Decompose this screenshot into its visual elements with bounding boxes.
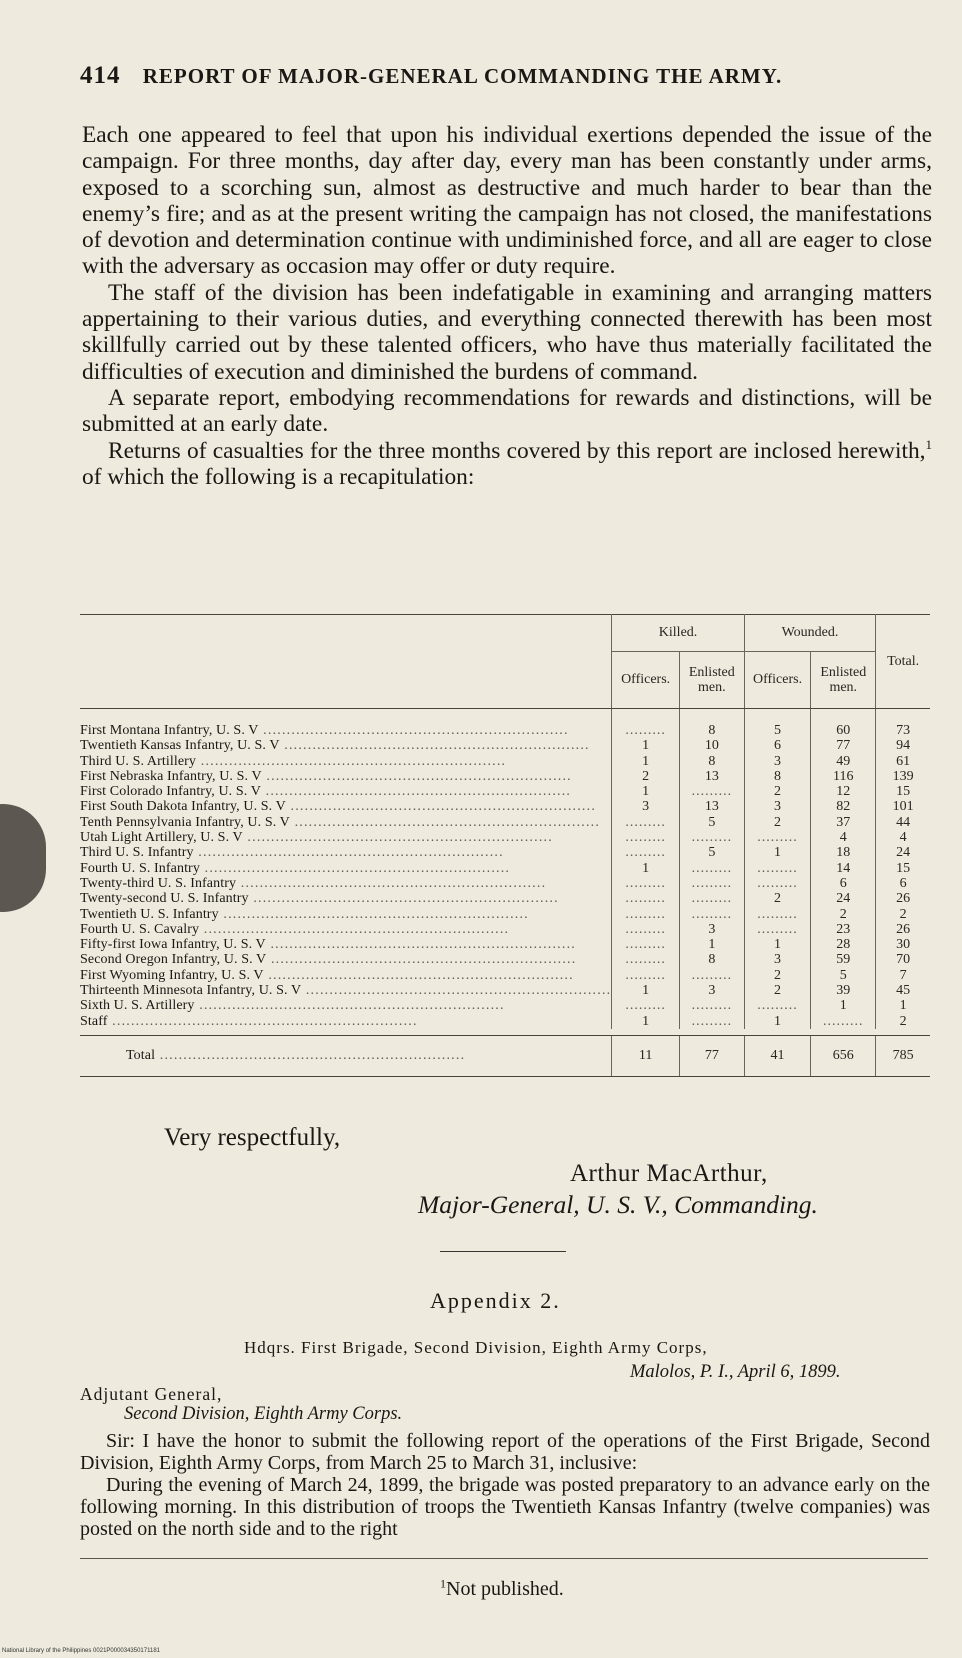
- unit-name-cell: [80, 891, 612, 906]
- killed-enlisted-cell: 5: [679, 845, 744, 860]
- killed-officers-cell: [612, 891, 680, 906]
- wounded-enlisted-cell: 5: [811, 968, 876, 983]
- casualty-rows: [80, 709, 930, 1077]
- wounded-officers-cell: 3: [744, 754, 811, 769]
- wounded-officers-cell: [744, 861, 811, 876]
- total-cell: 139: [876, 769, 930, 784]
- unit-name: Utah Light Artillery, U. S. V: [80, 830, 243, 846]
- paragraph-returns: [82, 438, 932, 491]
- killed-officers-cell: 1: [612, 784, 680, 799]
- unit-name: Tenth Pennsylvania Infantry, U. S. V: [80, 814, 290, 830]
- leader-dots: .................................................................: [289, 814, 601, 830]
- wounded-enlisted-cell: 116: [811, 769, 876, 784]
- wounded-enlisted-cell: 6: [811, 876, 876, 891]
- empty-cell-dots: .........: [625, 845, 666, 861]
- leader-dots: .................................................................: [248, 891, 559, 907]
- unit-name: Thirteenth Minnesota Infantry, U. S. V: [80, 983, 302, 999]
- killed-enlisted-cell: 1: [679, 937, 744, 952]
- killed-enlisted-cell: 10: [679, 738, 744, 753]
- wounded-enlisted-cell: 4: [811, 830, 876, 845]
- footnote-text: Not published.: [446, 1578, 564, 1600]
- table-row: [80, 968, 930, 983]
- place-date: Malolos, P. I., April 6, 1899.: [630, 1362, 841, 1382]
- headquarters-line: Hdqrs. First Brigade, Second Division, Eighth Army Corps,: [244, 1338, 708, 1357]
- total-cell: 15: [876, 861, 930, 876]
- total-cell: 44: [876, 815, 930, 830]
- empty-cell-dots: .........: [625, 875, 666, 891]
- leader-dots: .................................................................: [199, 860, 511, 876]
- wounded-officers-cell: 41: [744, 1035, 811, 1076]
- table-row: [80, 799, 930, 814]
- table-row: [80, 891, 930, 906]
- paragraph-1: Each one appeared to feel that upon his individual exertions depended the issue of the campaign. For three months, day after day, every man has been constantly under arms, exposed to a scorching sun, almost as destructive and much harder to bear than the enemy’s fire; and as at the present writing the campaign has not closed, the manifestations of devotion and determination continue with undiminished force, and all are eager to close with the adversary as occasion may offer or duty require.: [82, 122, 932, 280]
- table-total-row: [80, 1035, 930, 1076]
- leader-dots: .................................................................: [263, 967, 574, 983]
- killed-enlisted-cell: [679, 861, 744, 876]
- leader-dots: .................................................................: [266, 952, 577, 968]
- signer-title: Major-General, U. S. V., Commanding.: [418, 1190, 818, 1219]
- unit-name: First Montana Infantry, U. S. V: [80, 723, 259, 738]
- killed-officers-cell: [612, 709, 680, 739]
- wounded-officers-cell: 3: [744, 952, 811, 967]
- unit-name-cell: [80, 907, 612, 922]
- killed-officers-cell: 1: [612, 861, 680, 876]
- unit-name-cell: [80, 983, 612, 998]
- leader-dots: .................................................................: [196, 753, 507, 769]
- killed-enlisted-cell: [679, 784, 744, 799]
- unit-name: First Nebraska Infantry, U. S. V: [80, 768, 262, 784]
- wounded-enlisted-cell: 28: [811, 937, 876, 952]
- unit-name: Second Oregon Infantry, U. S. V: [80, 952, 267, 968]
- total-cell: 4: [876, 830, 930, 845]
- wounded-officers-cell: 1: [744, 1014, 811, 1029]
- empty-cell-dots: .........: [625, 921, 666, 937]
- total-cell: 45: [876, 983, 930, 998]
- empty-cell-dots: .........: [691, 860, 733, 876]
- empty-cell-dots: .........: [625, 891, 666, 907]
- killed-officers-cell: [612, 845, 680, 860]
- wounded-enlisted-cell: 60: [811, 709, 876, 739]
- running-header: [80, 62, 870, 90]
- total-cell: 2: [876, 907, 930, 922]
- killed-enlisted-cell: 3: [679, 922, 744, 937]
- unit-name-cell: [80, 784, 612, 799]
- unit-name-cell: [80, 952, 612, 967]
- empty-cell-dots: .........: [691, 998, 733, 1014]
- total-cell: 61: [876, 754, 930, 769]
- total-cell: 26: [876, 891, 930, 906]
- killed-officers-cell: [612, 937, 680, 952]
- wounded-officers-cell: 2: [744, 784, 811, 799]
- wounded-officers-cell: [744, 830, 811, 845]
- table-row: [80, 1014, 930, 1029]
- leader-dots: .................................................................: [242, 830, 553, 846]
- killed-enlisted-cell: 8: [679, 754, 744, 769]
- leader-dots: .................................................................: [236, 875, 547, 891]
- section-divider: [440, 1251, 566, 1252]
- wounded-officers-cell: 2: [744, 983, 811, 998]
- killed-officers-cell: [612, 876, 680, 891]
- killed-enlisted-cell: [679, 1014, 744, 1029]
- total-cell: 94: [876, 738, 930, 753]
- wounded-officers-cell: 1: [744, 845, 811, 860]
- killed-enlisted-cell: 8: [679, 709, 744, 739]
- unit-name: Twenty-second U. S. Infantry: [80, 891, 249, 907]
- report-body: [82, 122, 932, 490]
- killed-enlisted-cell: [679, 830, 744, 845]
- unit-name: Fourth U. S. Infantry: [80, 860, 200, 876]
- unit-name: Twentieth Kansas Infantry, U. S. V: [80, 738, 280, 754]
- wounded-officers-cell: 6: [744, 738, 811, 753]
- wounded-enlisted-cell: 37: [811, 815, 876, 830]
- killed-enlisted-cell: 3: [679, 983, 744, 998]
- empty-cell-dots: .........: [625, 814, 666, 830]
- killed-group-header: Killed.: [612, 615, 744, 652]
- leader-dots: .................................................................: [194, 998, 505, 1014]
- total-cell: 15: [876, 784, 930, 799]
- unit-name: Twenty-third U. S. Infantry: [80, 875, 237, 891]
- killed-officers-header: Officers.: [612, 652, 680, 709]
- unit-name-cell: [80, 1014, 612, 1029]
- table-row: [80, 998, 930, 1013]
- unit-name-cell: [80, 922, 612, 937]
- empty-cell-dots: .........: [823, 1013, 864, 1029]
- empty-cell-dots: .........: [691, 1013, 733, 1029]
- killed-officers-cell: [612, 968, 680, 983]
- leader-dots: .................................................................: [279, 738, 590, 754]
- empty-cell-dots: .........: [691, 830, 733, 846]
- wounded-officers-header: Officers.: [744, 652, 811, 709]
- killed-enlisted-cell: [679, 968, 744, 983]
- total-cell: 101: [876, 799, 930, 814]
- total-cell: 2: [876, 1014, 930, 1029]
- empty-cell-dots: .........: [625, 937, 666, 953]
- leader-dots: .................................................................: [199, 921, 510, 937]
- killed-officers-cell: 1: [612, 738, 680, 753]
- killed-officers-cell: 3: [612, 799, 680, 814]
- total-cell: 24: [876, 845, 930, 860]
- killed-enlisted-cell: 8: [679, 952, 744, 967]
- empty-cell-dots: .........: [625, 998, 666, 1014]
- total-cell: 70: [876, 952, 930, 967]
- unit-name: Staff: [80, 1013, 108, 1029]
- empty-cell-dots: .........: [757, 830, 798, 846]
- wounded-officers-cell: [744, 922, 811, 937]
- signer-name: Arthur MacArthur,: [570, 1160, 768, 1187]
- casualty-table: [80, 614, 930, 1077]
- leader-dots: .................................................................: [155, 1048, 466, 1064]
- empty-cell-dots: .........: [625, 952, 666, 968]
- killed-enlisted-header: Enlisted men.: [679, 652, 744, 709]
- unit-name-cell: [80, 876, 612, 891]
- table-row: [80, 769, 930, 784]
- unit-name-cell: [80, 1035, 612, 1076]
- empty-cell-dots: .........: [691, 784, 733, 800]
- killed-officers-cell: [612, 952, 680, 967]
- total-cell: 1: [876, 998, 930, 1013]
- footnote-rule: [80, 1558, 928, 1559]
- unit-name: Fourth U. S. Cavalry: [80, 921, 200, 937]
- empty-cell-dots: .........: [757, 875, 798, 891]
- total-column-header: Total.: [876, 615, 930, 709]
- wounded-officers-cell: 8: [744, 769, 811, 784]
- leader-dots: .................................................................: [107, 1013, 418, 1029]
- empty-cell-dots: .........: [757, 906, 798, 922]
- wounded-enlisted-cell: 24: [811, 891, 876, 906]
- killed-officers-cell: [612, 998, 680, 1013]
- leader-dots: .................................................................: [193, 845, 504, 861]
- empty-cell-dots: .........: [757, 860, 798, 876]
- returns-text-after: of which the following is a recapitulation:: [82, 463, 475, 490]
- wounded-officers-cell: [744, 907, 811, 922]
- wounded-officers-cell: 2: [744, 968, 811, 983]
- wounded-enlisted-cell: 49: [811, 754, 876, 769]
- footnote: [440, 1578, 564, 1601]
- unit-name-cell: [80, 754, 612, 769]
- unit-name: Third U. S. Artillery: [80, 753, 197, 769]
- unit-name: First Wyoming Infantry, U. S. V: [80, 967, 264, 983]
- table-row: [80, 709, 930, 739]
- unit-name-cell: [80, 830, 612, 845]
- killed-enlisted-cell: 5: [679, 815, 744, 830]
- closing-salutation: Very respectfully,: [164, 1124, 341, 1151]
- unit-name-cell: [80, 861, 612, 876]
- returns-text-before: Returns of casualties for the three months covered by this report are inclosed herewith,: [108, 437, 926, 464]
- killed-officers-cell: 11: [612, 1035, 680, 1076]
- killed-officers-cell: [612, 815, 680, 830]
- wounded-enlisted-cell: 1: [811, 998, 876, 1013]
- total-cell: 785: [876, 1035, 930, 1076]
- addressee-unit: Second Division, Eighth Army Corps.: [124, 1404, 403, 1424]
- leader-dots: .................................................................: [218, 906, 529, 922]
- wounded-enlisted-cell: 12: [811, 784, 876, 799]
- footnote-mark: 1: [440, 1576, 446, 1591]
- killed-enlisted-cell: [679, 998, 744, 1013]
- table-row: [80, 952, 930, 967]
- empty-cell-dots: .........: [625, 967, 666, 983]
- letter-paragraph-1: Sir: I have the honor to submit the following report of the operations of the First Brigade, Second Division, Eighth Army Corps, from March 25 to March 31, inclusive:: [80, 1430, 930, 1474]
- unit-name-cell: [80, 968, 612, 983]
- wounded-enlisted-cell: 77: [811, 738, 876, 753]
- killed-officers-cell: [612, 922, 680, 937]
- empty-cell-dots: .........: [691, 906, 733, 922]
- table-row: [80, 876, 930, 891]
- letter-body: [80, 1430, 930, 1540]
- total-cell: 7: [876, 968, 930, 983]
- leader-dots: .................................................................: [261, 768, 572, 784]
- wounded-enlisted-cell: 82: [811, 799, 876, 814]
- killed-officers-cell: [612, 830, 680, 845]
- addressee-title: Adjutant General,: [80, 1384, 223, 1404]
- unit-name-cell: [80, 799, 612, 814]
- wounded-officers-cell: [744, 876, 811, 891]
- table-row: [80, 738, 930, 753]
- unit-name-cell: [80, 709, 612, 739]
- paragraph-3: A separate report, embodying recommendations for rewards and distinctions, will be submitted at an early date.: [82, 384, 932, 438]
- table-unit-header: [80, 615, 612, 709]
- killed-officers-cell: 2: [612, 769, 680, 784]
- table-row: [80, 983, 930, 998]
- killed-enlisted-cell: [679, 907, 744, 922]
- table-row: [80, 922, 930, 937]
- appendix-heading: Appendix 2.: [430, 1288, 561, 1313]
- empty-cell-dots: .........: [625, 906, 666, 922]
- wounded-enlisted-cell: 656: [811, 1035, 876, 1076]
- table-row: [80, 815, 930, 830]
- unit-name-cell: [80, 769, 612, 784]
- empty-cell-dots: .........: [757, 998, 798, 1014]
- table-row: [80, 845, 930, 860]
- table-row: [80, 830, 930, 845]
- wounded-officers-cell: [744, 998, 811, 1013]
- unit-name-cell: [80, 937, 612, 952]
- wounded-officers-cell: 5: [744, 709, 811, 739]
- empty-cell-dots: .........: [625, 830, 666, 846]
- killed-enlisted-cell: [679, 876, 744, 891]
- wounded-enlisted-cell: 14: [811, 861, 876, 876]
- empty-cell-dots: .........: [625, 723, 666, 738]
- killed-enlisted-cell: 13: [679, 799, 744, 814]
- unit-name: Fifty-first Iowa Infantry, U. S. V: [80, 937, 266, 953]
- footnote-ref: 1: [925, 436, 932, 452]
- scan-stamp: National Library of the Philippines 0021P000034350171181: [2, 1648, 161, 1654]
- wounded-enlisted-cell: 2: [811, 907, 876, 922]
- killed-enlisted-cell: 13: [679, 769, 744, 784]
- leader-dots: .................................................................: [265, 937, 576, 953]
- wounded-enlisted-cell: 39: [811, 983, 876, 998]
- unit-name-cell: [80, 998, 612, 1013]
- wounded-officers-cell: 2: [744, 891, 811, 906]
- killed-enlisted-cell: [679, 891, 744, 906]
- killed-officers-cell: 1: [612, 983, 680, 998]
- letter-paragraph-2: During the evening of March 24, 1899, the brigade was posted preparatory to an advance early on the following morning. In this distribution of troops the Twentieth Kansas Infantry (twelve companies) was posted on the north side and to the right: [80, 1474, 930, 1540]
- killed-officers-cell: [612, 907, 680, 922]
- wounded-officers-cell: 1: [744, 937, 811, 952]
- leader-dots: .................................................................: [301, 983, 612, 999]
- unit-name-cell: [80, 845, 612, 860]
- page-number: 414: [80, 62, 121, 89]
- empty-cell-dots: .........: [691, 891, 733, 907]
- killed-officers-cell: 1: [612, 1014, 680, 1029]
- unit-name: First Colorado Infantry, U. S. V: [80, 784, 261, 800]
- wounded-enlisted-header: Enlisted men.: [811, 652, 876, 709]
- wounded-officers-cell: 2: [744, 815, 811, 830]
- killed-enlisted-cell: 77: [679, 1035, 744, 1076]
- unit-name-cell: [80, 738, 612, 753]
- wounded-enlisted-cell: 18: [811, 845, 876, 860]
- paragraph-2: The staff of the division has been indefatigable in examining and arranging matters appertaining to their various duties, and everything connected therewith has been most skillfully carried out by these talented officers, who have thus materially facilitated the difficulties of execution and diminished the burdens of command.: [82, 279, 932, 385]
- killed-officers-cell: 1: [612, 754, 680, 769]
- wounded-enlisted-cell: 23: [811, 922, 876, 937]
- unit-name: Twentieth U. S. Infantry: [80, 906, 219, 922]
- empty-cell-dots: .........: [691, 967, 733, 983]
- total-cell: 6: [876, 876, 930, 891]
- wounded-enlisted-cell: 59: [811, 952, 876, 967]
- wounded-officers-cell: 3: [744, 799, 811, 814]
- empty-cell-dots: .........: [691, 875, 733, 891]
- wounded-enlisted-cell: [811, 1014, 876, 1029]
- unit-name: Total: [126, 1048, 156, 1064]
- wounded-group-header: Wounded.: [744, 615, 875, 652]
- total-cell: 26: [876, 922, 930, 937]
- unit-name: Sixth U. S. Artillery: [80, 998, 195, 1014]
- table-row: [80, 754, 930, 769]
- total-cell: 73: [876, 709, 930, 739]
- unit-name-cell: [80, 815, 612, 830]
- table-row: [80, 784, 930, 799]
- scan-thumb-shadow: [0, 804, 46, 912]
- table-row: [80, 907, 930, 922]
- leader-dots: .................................................................: [285, 799, 597, 815]
- unit-name: Third U. S. Infantry: [80, 845, 194, 861]
- unit-name: First South Dakota Infantry, U. S. V: [80, 799, 286, 815]
- empty-cell-dots: .........: [757, 921, 798, 937]
- leader-dots: .................................................................: [260, 784, 572, 800]
- total-cell: 30: [876, 937, 930, 952]
- running-title: REPORT OF MAJOR-GENERAL COMMANDING THE ARMY.: [142, 64, 783, 88]
- leader-dots: .................................................................: [258, 723, 569, 738]
- table-row: [80, 937, 930, 952]
- table-row: [80, 861, 930, 876]
